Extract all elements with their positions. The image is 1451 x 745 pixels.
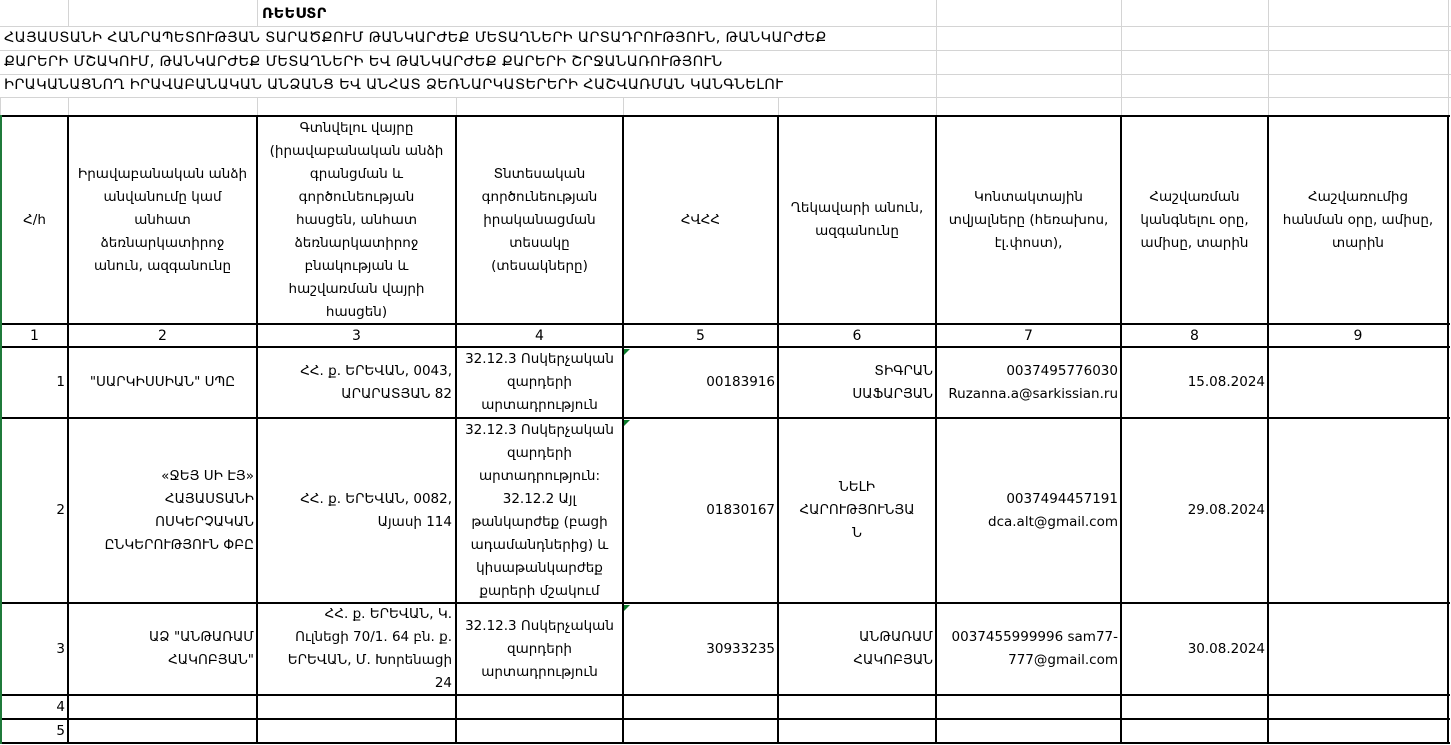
header-manager: Ղեկավարի անուն, ազգանունը	[790, 200, 924, 239]
row-number[interactable]: 5	[56, 722, 65, 739]
address[interactable]: ՀՀ. ք. ԵՐԵՎԱՆ, 0043, ԱՐԱՐԱՏՅԱՆ 82	[300, 362, 452, 402]
registration-date[interactable]: 15.08.2024	[1187, 374, 1265, 390]
header-activity: Տնտեսական գործունեության իրականացման տեսակը (տեսակները)	[481, 165, 598, 274]
tin[interactable]: 00183916	[706, 374, 775, 390]
header-address: Գտնվելու վայրը (իրավաբանական անձի գրանցման և գործունեության հասցեն, անհատ ձեռնարկատիրոջ բնակության և հաշվառման վայրի հասցեն)	[269, 119, 444, 320]
row-number[interactable]: 3	[56, 640, 65, 657]
gridline	[0, 50, 1451, 51]
column-number: 2	[158, 327, 167, 344]
subtitle-line-1: ՀԱՅԱՍՏԱՆԻ ՀԱՆՐԱՊԵՏՈՒԹՅԱՆ ՏԱՐԱԾՔՈՒՄ ԹԱՆԿԱՐԺԵՔ ՄԵՏԱՂՆԵՐԻ ԱՐՏԱԴՐՈՒԹՅՈՒՆ, ԹԱՆԿԱՐԺԵՔ	[4, 30, 827, 46]
manager-name[interactable]: ԱՆԹԱՌԱՄ ՀԱԿՈԲՅԱՆ	[853, 629, 933, 668]
column-number: 6	[852, 327, 862, 344]
deregistration-date[interactable]	[1269, 419, 1445, 602]
gridline	[0, 97, 1, 116]
activity-type[interactable]: 32.12.3 Ոսկերչական զարդերի արտադրություն	[465, 617, 614, 680]
column-number: 8	[1190, 327, 1199, 344]
table-border	[0, 694, 1450, 696]
gridline	[68, 97, 69, 116]
entity-name[interactable]: «ՋԵՅ ՍԻ ԷՅ» ՀԱՅԱՍՏԱՆԻ ՈՍԿԵՐՉԱԿԱՆ ԸՆԿԵՐՈՒԹՅՈՒՆ ՓԲԸ	[104, 467, 254, 553]
gridline	[623, 97, 624, 116]
sheet-title: ՌԵԵՍՏՐ	[262, 6, 327, 22]
gridline	[1268, 0, 1269, 116]
registration-date[interactable]: 30.08.2024	[1187, 640, 1265, 657]
contact-details[interactable]: 0037455999996 sam77- 777@gmail.com	[951, 629, 1118, 668]
gridline	[257, 0, 258, 26]
row-number[interactable]: 4	[56, 698, 65, 715]
gridline	[456, 97, 457, 116]
header-tin: ՀՎՀՀ	[680, 211, 721, 228]
manager-name[interactable]: ՆԵԼԻ ՀԱՐՈՒԹՅՈՒՆՅԱ Ն	[799, 479, 915, 541]
entity-name[interactable]: ԱՁ "ԱՆԹԱՌԱՄ ՀԱԿՈԲՅԱՆ"	[148, 629, 254, 668]
subtitle-line-2: ՔԱՐԵՐԻ ՄՇԱԿՈՒՄ, ԹԱՆԿԱՐԺԵՔ ՄԵՏԱՂՆԵՐԻ ԵՎ ԹԱՆԿԱՐԺԵՔ ՔԱՐԵՐԻ ՇՐՋԱՆԱՌՈՒԹՅՈՒՆ	[4, 54, 723, 70]
header-name: Իրավաբանական անձի անվանումը կամ անհատ ձեռնարկատիրոջ անուն, ազգանունը	[77, 165, 248, 274]
header-contact: Կոնտակտային տվյալները (հեռախոս, էլ.փոստ),	[948, 188, 1109, 251]
gridline	[0, 97, 1451, 98]
tin[interactable]: 01830167	[706, 502, 775, 518]
gridline	[778, 97, 779, 116]
tin[interactable]: 30933235	[706, 640, 775, 657]
table-border	[1447, 115, 1449, 744]
gridline	[1448, 0, 1449, 116]
deregistration-date[interactable]	[1269, 348, 1445, 417]
table-border	[0, 718, 1450, 720]
column-number: 7	[1024, 327, 1033, 344]
column-number: 3	[352, 327, 361, 344]
subtitle-line-3: ԻՐԱԿԱՆԱՑՆՈՂ ԻՐԱՎԱԲԱՆԱԿԱՆ ԱՆՁԱՆՑ ԵՎ ԱՆՀԱՏ ՁԵՌՆԱՐԿԱՏԵՐԵՐԻ ՀԱՇՎԱՌՄԱՆ ԿԱՆԳՆԵԼՈՒ	[4, 77, 784, 93]
manager-name[interactable]: ՏԻԳՐԱՆ ՍԱՖԱՐՅԱՆ	[852, 362, 933, 402]
column-number: 4	[535, 327, 544, 344]
gridline	[1121, 0, 1122, 116]
gridline	[68, 0, 69, 26]
header-registration-date: Հաշվառման կանգնելու օրը, ամիսը, տարին	[1140, 188, 1249, 251]
entity-name[interactable]: "ՍԱՐԿԻՍՍԻԱՆ" ՍՊԸ	[89, 374, 236, 390]
row-number[interactable]: 1	[56, 374, 65, 390]
header-deregistration-date: Հաշվառումից հանման օրը, ամիսը, տարին	[1282, 188, 1434, 251]
row-number[interactable]: 2	[56, 502, 65, 518]
gridline	[257, 97, 258, 116]
column-number: 9	[1353, 327, 1363, 344]
contact-details[interactable]: 0037495776030 Ruzanna.a@sarkissian.ru	[948, 362, 1118, 402]
address[interactable]: ՀՀ. ք. ԵՐԵՎԱՆ, 0082, Այասի 114	[300, 490, 452, 530]
gridline	[936, 0, 937, 116]
column-number: 1	[30, 327, 39, 344]
address[interactable]: ՀՀ. ք. ԵՐԵՎԱՆ, Կ. Ուլնեցի 70/1. 64 բն. ք. ԵՐԵՎԱՆ, Մ. Խորենացի 24	[287, 606, 452, 691]
activity-type[interactable]: 32.12.3 Ոսկերչական զարդերի արտադրություն	[465, 351, 614, 413]
gridline	[0, 26, 1451, 27]
column-number: 5	[696, 327, 705, 344]
table-border	[0, 742, 1450, 744]
deregistration-date[interactable]	[1269, 604, 1445, 694]
registration-date[interactable]: 29.08.2024	[1187, 502, 1265, 518]
activity-type[interactable]: 32.12.3 Ոսկերչական զարդերի արտադրություն: 32.12.2 Այլ թանկարժեք (բացի ադամանդներից) և կիսաթանկարժեք քարերի մշակում	[465, 421, 614, 599]
contact-details[interactable]: 0037494457191 dca.alt@gmail.com	[988, 490, 1118, 530]
header-number: Հ/h	[23, 211, 46, 228]
